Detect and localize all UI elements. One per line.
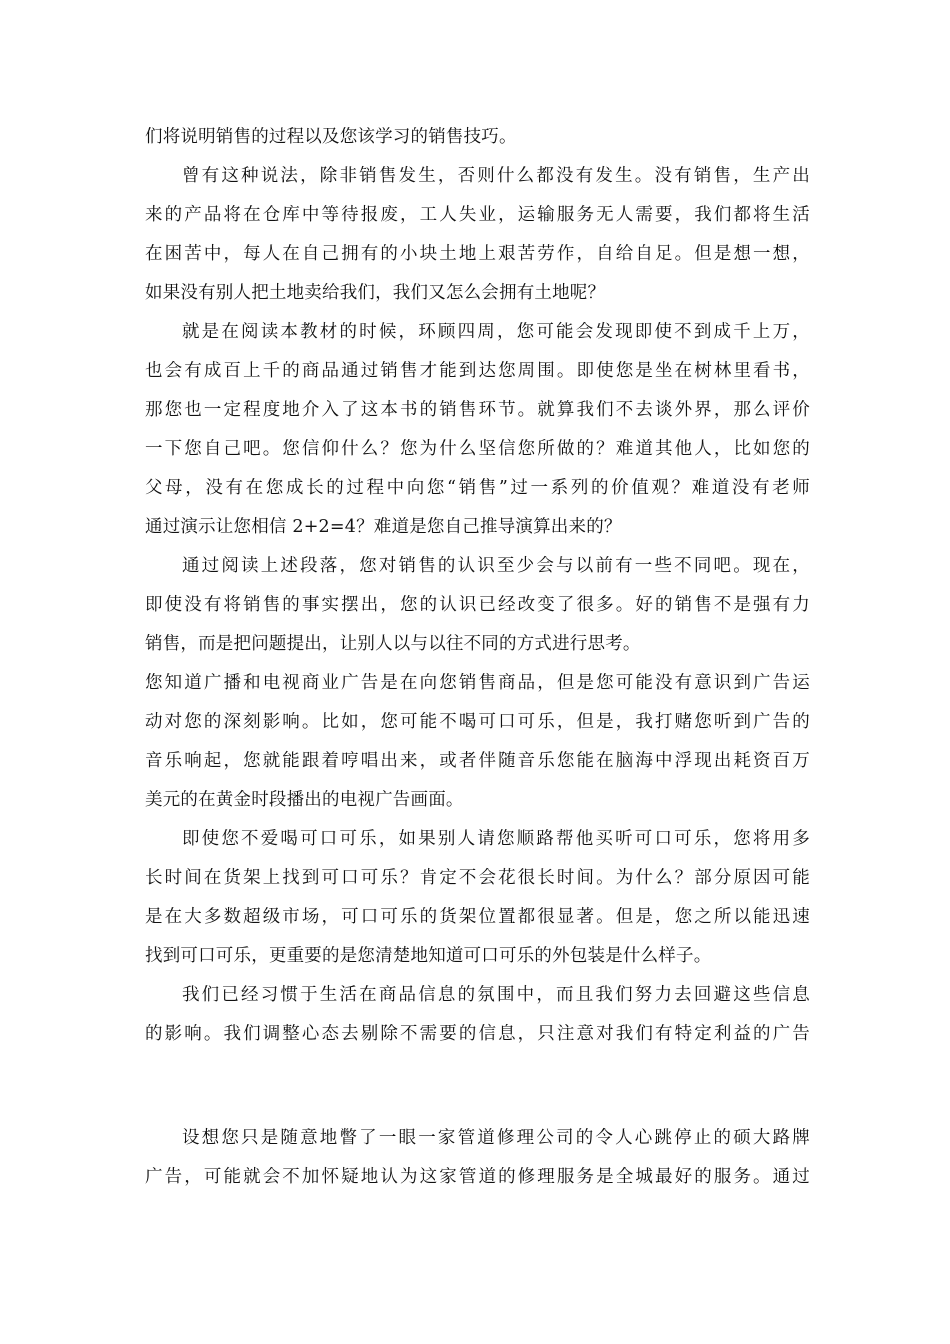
- paragraph-start-line: 设想您只是随意地瞥了一眼一家管道修理公司的令人心跳停止的硕大路牌: [182, 1128, 810, 1148]
- paragraph-start-line: 我们已经习惯于生活在商品信息的氛围中，而且我们努力去回避这些信息: [182, 985, 810, 1005]
- text-line: 也会有成百上千的商品通过销售才能到达您周围。即使您是坐在树林里看书，: [145, 361, 810, 381]
- text-line: 在困苦中，每人在自己拥有的小块土地上艰苦劳作，自给自足。但是想一想，: [145, 244, 810, 264]
- text-line: 音乐响起，您就能跟着哼唱出来，或者伴随音乐您能在脑海中浮现出耗资百万: [145, 751, 810, 771]
- text-block-main: [145, 118, 810, 1054]
- text-line: 美元的在黄金时段播出的电视广告画面。: [145, 790, 464, 810]
- paragraph-start-line: 您知道广播和电视商业广告是在向您销售商品，但是您可能没有意识到广告运: [145, 673, 810, 693]
- paragraph-start-line: 曾有这种说法，除非销售发生，否则什么都没有发生。没有销售，生产出: [182, 166, 810, 186]
- text-line: 找到可口可乐，更重要的是您清楚地知道可口可乐的外包装是什么样子。: [145, 946, 712, 966]
- text-line: 来的产品将在仓库中等待报废，工人失业，运输服务无人需要，我们都将生活: [145, 205, 810, 225]
- text-line: 一下您自己吧。您信仰什么？您为什么坚信您所做的？难道其他人，比如您的: [145, 439, 810, 459]
- text-line: 通过演示让您相信 2+2=4？难道是您自己推导演算出来的？: [145, 517, 622, 537]
- text-line: 如果没有别人把土地卖给我们，我们又怎么会拥有土地呢？: [145, 283, 606, 303]
- text-line: 广告，可能就会不加怀疑地认为这家管道的修理服务是全城最好的服务。通过: [145, 1167, 810, 1187]
- text-line: 们将说明销售的过程以及您该学习的销售技巧。: [145, 127, 517, 147]
- text-line: 动对您的深刻影响。比如，您可能不喝可口可乐，但是，我打赌您听到广告的: [145, 712, 810, 732]
- paragraph-start-line: 就是在阅读本教材的时候，环顾四周，您可能会发现即使不到成千上万，: [182, 322, 810, 342]
- text-block-continued: [145, 1119, 810, 1197]
- paragraph-start-line: 通过阅读上述段落，您对销售的认识至少会与以前有一些不同吧。现在，: [182, 556, 810, 576]
- text-line: 的影响。我们调整心态去剔除不需要的信息，只注意对我们有特定利益的广告: [145, 1024, 810, 1044]
- text-line: 是在大多数超级市场，可口可乐的货架位置都很显著。但是，您之所以能迅速: [145, 907, 810, 927]
- paragraph-start-line: 即使您不爱喝可口可乐，如果别人请您顺路帮他买听可口可乐，您将用多: [182, 829, 810, 849]
- text-line: 那您也一定程度地介入了这本书的销售环节。就算我们不去谈外界，那么评价: [145, 400, 810, 420]
- text-line: 父母，没有在您成长的过程中向您“销售”过一系列的价值观？难道没有老师: [145, 478, 810, 498]
- text-line: 长时间在货架上找到可口可乐？肯定不会花很长时间。为什么？部分原因可能: [145, 868, 810, 888]
- text-line: 销售，而是把问题提出，让别人以与以往不同的方式进行思考。: [145, 634, 641, 654]
- text-line: 即使没有将销售的事实摆出，您的认识已经改变了很多。好的销售不是强有力: [145, 595, 810, 615]
